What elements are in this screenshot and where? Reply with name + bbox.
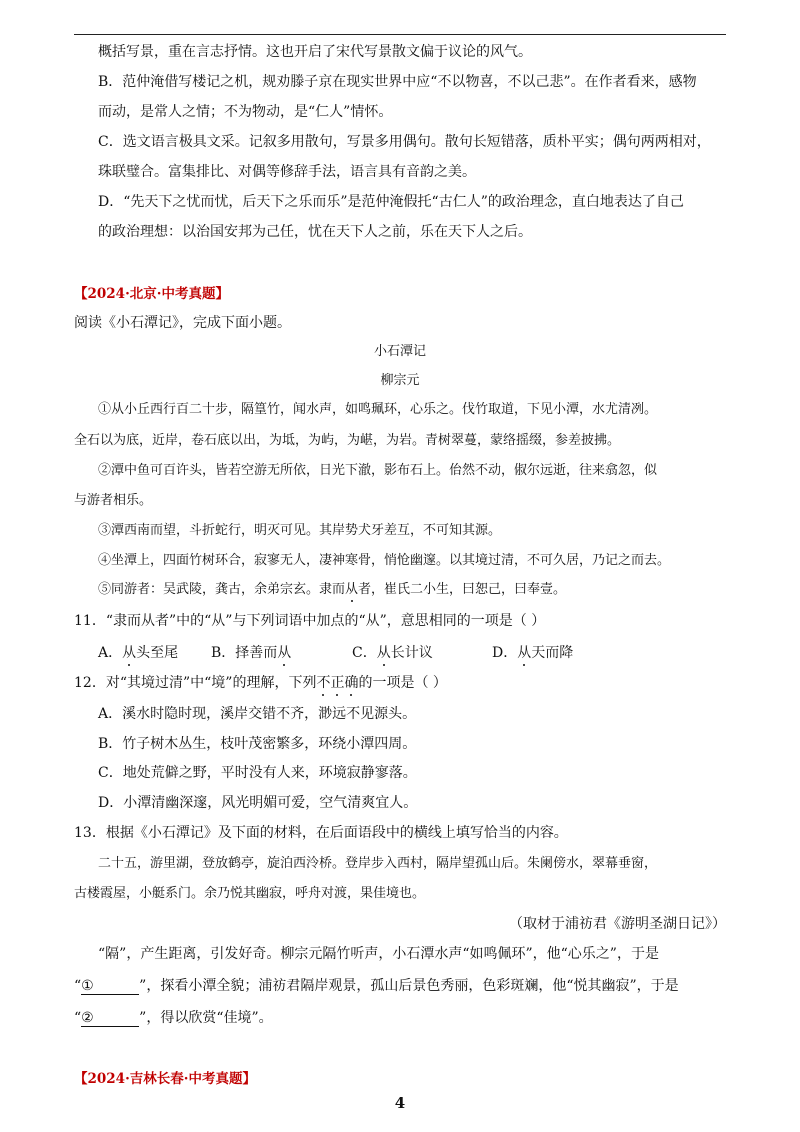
answer-blank-1[interactable]: ① xyxy=(81,978,139,995)
q13-stem: 13．根据《小石潭记》及下面的材料，在后面语段中的横线上填写恰当的内容。 xyxy=(74,825,568,841)
q11-stem: 11．“隶而从者”中的“从”与下列词语中加点的“从”，意思相同的一项是（ ） xyxy=(74,613,546,629)
q11-option-b-label: B．择善而 xyxy=(211,645,278,661)
passage-para4: ④坐潭上，四面竹树环合，寂寥无人，凄神寒骨，悄怆幽邃。以其境过清，不可久居，乃记之而去。 xyxy=(98,553,671,568)
q11-option-d xyxy=(492,643,573,663)
passage-title: 小石潭记 xyxy=(373,344,426,359)
q11-option-a xyxy=(98,643,178,663)
section-source-tag: 【2024·北京·中考真题】 xyxy=(74,286,229,302)
q12-option-a: A．溪水时隐时现，溪岸交错不齐，渺远不见源头。 xyxy=(98,706,417,722)
q11-option-b xyxy=(211,643,291,663)
passage-para1-line1: ①从小丘西行百二十步，隔篁竹，闻水声，如鸣珮环，心乐之。伐竹取道，下见小潭，水尤清冽。 xyxy=(98,402,658,417)
dotted-char: 从 xyxy=(277,645,292,661)
q11-option-c-text: 长计议 xyxy=(390,645,433,661)
q13-quote-open-2: “ xyxy=(74,1010,82,1026)
page-number: 4 xyxy=(394,1094,406,1112)
passage-para5 xyxy=(98,580,566,600)
q13-paragraph-line3 xyxy=(74,1008,273,1028)
dotted-char: 从 xyxy=(517,645,532,661)
q12-stem xyxy=(74,673,447,693)
prev-option-d-line1: D．“先天下之忧而忧，后天下之乐而乐”是范仲淹假托“古仁人”的政治理念，直白地表达了自己 xyxy=(98,194,684,210)
prev-continuation-line: 概括写景，重在言志抒情。这也开启了宋代写景散文偏于议论的风气。 xyxy=(98,44,532,60)
dotted-char: 不 xyxy=(316,675,331,691)
q11-option-a-label: A． xyxy=(98,645,123,661)
passage-para5-text-b: 者，崔氏二小生，曰恕己，曰奉壹。 xyxy=(358,582,567,597)
q13-paragraph-line3-text: ”，得以欣赏“佳境”。 xyxy=(139,1010,273,1026)
prev-option-b-line2: 而动，是常人之情；不为物动，是“仁人”情怀。 xyxy=(98,104,393,120)
prev-option-c-line2: 珠联璧合。富集排比、对偶等修辞手法，语言具有音韵之美。 xyxy=(98,164,476,180)
q12-stem-text-a: 12．对“其境过清”中“境”的理解，下列 xyxy=(74,675,317,691)
next-section-source-tag: 【2024·吉林长春·中考真题】 xyxy=(74,1071,256,1087)
dotted-char: 从 xyxy=(122,645,137,661)
dotted-char: 从 xyxy=(376,645,391,661)
passage-para2-line2: 与游者相乐。 xyxy=(74,493,153,508)
passage-para2-line1: ②潭中鱼可百许头，皆若空游无所依，日光下澈，影布石上。佁然不动，俶尔远逝，往来翕忽，似 xyxy=(98,463,658,478)
q11-option-d-label: D． xyxy=(492,645,518,661)
header-rule xyxy=(74,34,726,35)
answer-blank-2[interactable]: ② xyxy=(81,1010,139,1027)
q13-paragraph-line1: “隔”，产生距离，引发好奇。柳宗元隔竹听声，小石潭水声“如鸣佩环”，他“心乐之”，于是 xyxy=(98,946,659,962)
dotted-char: 正 xyxy=(330,675,345,691)
q13-material-line1: 二十五，游里湖，登放鹤亭，旋泊西泠桥。登岸步入西村，隔岸望孤山后。朱阑傍水，翠幕垂窗， xyxy=(98,856,658,871)
prev-option-d-line2: 的政治理想：以治国安邦为己任，忧在天下人之前，乐在天下人之后。 xyxy=(98,224,532,240)
passage-author: 柳宗元 xyxy=(380,373,420,388)
dotted-char: 确 xyxy=(344,675,359,691)
reading-instruction: 阅读《小石潭记》，完成下面小题。 xyxy=(74,315,291,331)
prev-option-c-line1: C．选文语言极具文采。记叙多用散句，写景多用偶句。散句长短错落，质朴平实；偶句两两相对， xyxy=(98,134,711,150)
q12-option-d: D．小潭清幽深邃，风光明媚可爱，空气清爽宜人。 xyxy=(98,795,418,811)
q12-option-b: B．竹子树木丛生，枝叶茂密繁多，环绕小潭四周。 xyxy=(98,736,417,752)
prev-option-b-line1: B．范仲淹借写楼记之机，规劝滕子京在现实世界中应“不以物喜，不以己悲”。在作者看来，感物 xyxy=(98,74,697,90)
passage-para1-line2: 全石以为底，近岸，卷石底以出，为坻，为屿，为嵁，为岩。青树翠蔓，蒙络摇缀，参差披拂。 xyxy=(74,433,621,448)
q13-quote-open-1: “ xyxy=(74,978,82,994)
q12-option-c: C．地处荒僻之野，平时没有人来，环境寂静寥落。 xyxy=(98,765,417,781)
q12-stem-text-b: 的一项是（ ） xyxy=(358,675,447,691)
passage-para3: ③潭西南而望，斗折蛇行，明灭可见。其岸势犬牙差互，不可知其源。 xyxy=(98,523,502,538)
q11-option-c-label: C． xyxy=(352,645,377,661)
q13-paragraph-line2-text: ”，探看小潭全貌；浦祊君隔岸观景，孤山后景色秀丽，色彩斑斓，他“悦其幽寂”，于是 xyxy=(139,978,679,994)
q13-paragraph-line2 xyxy=(74,976,679,996)
q11-option-d-text: 天而降 xyxy=(531,645,574,661)
q13-material-line2: 古楼霞屋，小艇系门。余乃悦其幽寂，呼舟对渡，果佳境也。 xyxy=(74,886,426,901)
q11-option-c xyxy=(352,643,433,663)
dotted-char: 从 xyxy=(345,582,359,597)
q13-material-source: （取材于浦祊君《游明圣湖日记》） xyxy=(509,916,726,932)
passage-para5-text-a: ⑤同游者：吴武陵，龚古，余弟宗玄。隶而 xyxy=(98,582,346,597)
q11-option-a-text: 头至尾 xyxy=(136,645,179,661)
